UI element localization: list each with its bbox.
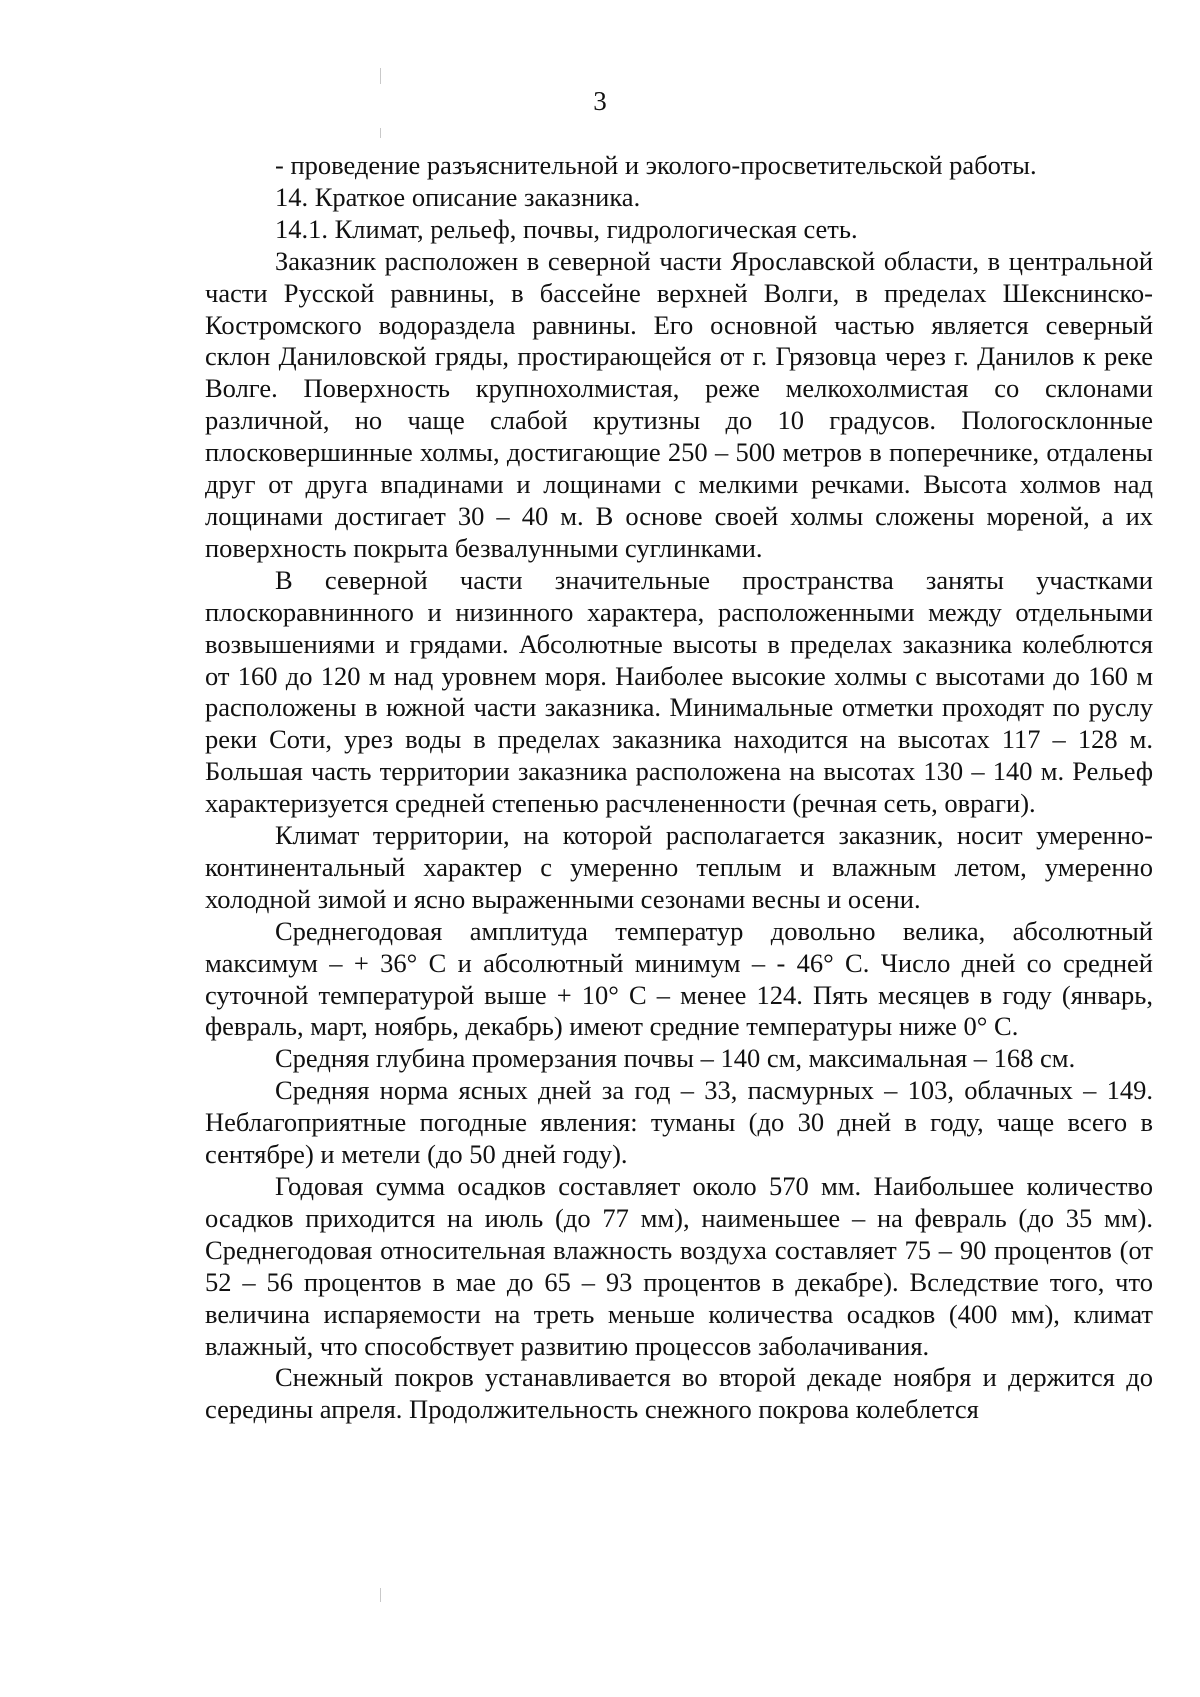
- section-heading-14: 14. Краткое описание заказника.: [275, 181, 641, 212]
- scan-artifact-line: [380, 1588, 381, 1602]
- paragraph-clear-days: Средняя норма ясных дней за год – 33, пасмурных – 103, облачных – 149. Неблагоприятные погодные явления: туманы (до 30 дней в году, чаще всего в сентябре) и метели (до 50 дней году).: [205, 1075, 1153, 1170]
- paragraph-temperature: Среднегодовая амплитуда температур довольно велика, абсолютный максимум – + 36° С и абсолютный минимум – - 46° С. Число дней со средней суточной температурой выше + 10° С – менее 124. Пять месяцев в году (январь, февраль, март, ноябрь, декабрь) имеют средние температуры ниже 0° С.: [205, 915, 1153, 1042]
- paragraph-soil-freezing: Средняя глубина промерзания почвы – 140 см, максимальная – 168 см.: [275, 1043, 1076, 1074]
- paragraph-northern-part: В северной части значительные пространства заняты участками плоскоравнинного и низинного характера, расположенными между отдельными возвышениями и грядами. Абсолютные высоты в пределах заказника колеблются от 160 до 120 м над уровнем моря. Наиболее высокие холмы с высотами до 160 м расположены в южной части заказника. Минимальные отметки проходят по руслу реки Соти, урез воды в пределах заказника находится на высотах 117 – 128 м. Большая часть территории заказника расположена на высотах 130 – 140 м. Рельеф характеризуется средней степенью расчлененности (речная сеть, овраги).: [205, 564, 1153, 819]
- paragraph-location-relief: Заказник расположен в северной части Ярославской области, в центральной части Русской равнины, в бассейне верхней Волги, в пределах Шекснинско-Костромского водораздела равнины. Его основной частью является северный склон Даниловской гряды, простирающейся от г. Грязовца через г. Данилов к реке Волге. Поверхность крупнохолмистая, реже мелкохолмистая со склонами различной, но чаще слабой крутизны до 10 градусов. Пологосклонные плосковершинные холмы, достигающие 250 – 500 метров в поперечнике, отдалены друг от друга впадинами и лощинами с мелкими речками. Высота холмов над лощинами достигает 30 – 40 м. В основе своей холмы сложены мореной, а их поверхность покрыта безвалунными суглинками.: [205, 245, 1153, 563]
- scan-artifact-line: [380, 68, 381, 84]
- document-body: [205, 150, 1153, 1426]
- list-item-outreach: - проведение разъяснительной и эколого-просветительской работы.: [275, 150, 1037, 180]
- scan-artifact-line: [380, 128, 381, 138]
- paragraph-snow-cover: Снежный покров устанавливается во второй декаде ноября и держится до середины апреля. Продолжительность снежного покрова колеблется: [205, 1362, 1153, 1425]
- section-heading-14-1: 14.1. Климат, рельеф, почвы, гидрологическая сеть.: [275, 213, 858, 244]
- paragraph-precipitation: Годовая сумма осадков составляет около 570 мм. Наибольшее количество осадков приходится на июль (до 77 мм), наименьшее – на февраль (до 35 мм). Среднегодовая относительная влажность воздуха составляет 75 – 90 процентов (от 52 – 56 процентов в мае до 65 – 93 процентов в декабре). Вследствие того, что величина испаряемости на треть меньше количества осадков (400 мм), климат влажный, что способствует развитию процессов заболачивания.: [205, 1171, 1153, 1361]
- page-number: 3: [593, 86, 607, 116]
- paragraph-climate: Климат территории, на которой располагается заказник, носит умеренно-континентальный характер с умеренно теплым и влажным летом, умеренно холодной зимой и ясно выраженными сезонами весны и осени.: [205, 820, 1153, 914]
